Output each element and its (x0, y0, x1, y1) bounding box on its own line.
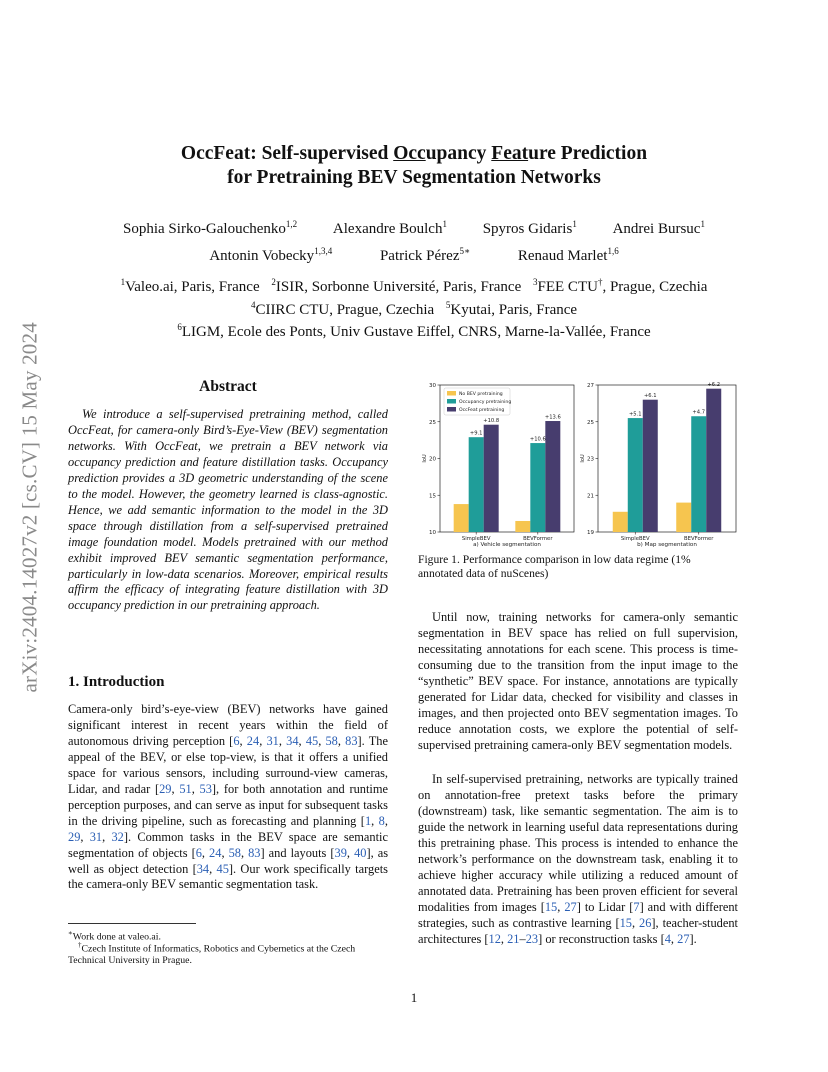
title-underline-feat: Feat (491, 143, 529, 164)
author (380, 246, 470, 265)
x-tick-label: BEVFormer (684, 536, 714, 542)
y-tick-label: 30 (429, 383, 436, 389)
author-sup: 1,2 (285, 219, 298, 229)
bar-delta-label: +13.6 (544, 414, 561, 421)
y-tick-label: 27 (587, 383, 594, 389)
chart-subtitle: b) Map segmentation (637, 542, 697, 548)
author-sup: 1 (700, 219, 705, 229)
author-sup: 1,6 (607, 246, 619, 256)
author (483, 219, 577, 238)
legend-label: Occupancy pretraining (459, 400, 512, 406)
title-text: ure Prediction (528, 143, 648, 164)
citation-link[interactable]: 6 (233, 733, 240, 748)
author-row-2 (0, 246, 828, 265)
affil-sup: 6 (177, 322, 182, 332)
y-axis-label: IoU (422, 454, 428, 463)
bar-delta-label: +4.7 (692, 409, 706, 416)
citation-link[interactable]: 51 (179, 781, 192, 796)
bar-occfeat-pretraining (706, 389, 721, 532)
affil-text: , Prague, Czechia (602, 279, 708, 295)
affil-sup: 3 (533, 277, 538, 287)
legend-label: No BEV pretraining (459, 392, 503, 398)
page-number: 1 (410, 990, 418, 1005)
intro-paragraph: Camera-only bird’s-eye-view (BEV) networks have gained significant interest in recent years within the field of autonomous driving perception [6, 24, 31, 34, 45, 58, 83]. The appeal of the BEV, or else top-view, is that it offers a unified space for various sensors, including surround-view cameras, Lidar, and radar [29, 51, 53], for both annotation and runtime perception purposes, and can serve as input for subsequent tasks in the driving pipeline, such as forecasting and planning [1, 8, 29, 31, 32]. Common tasks in the BEV space are semantic segmentation of objects [6, 24, 58, 83] and layouts [39, 40], as well as object detection [34, 45]. Our work specifically targets the camera-only BEV semantic segmentation task. (68, 702, 389, 892)
paper-title (0, 142, 828, 190)
citation-link[interactable]: 8 (378, 813, 385, 828)
figure-caption: Figure 1. Performance comparison in low data regime (1% annotated data of nuScenes) (418, 553, 691, 580)
author-name: Antonin Vobecky (209, 248, 315, 264)
legend-swatch (447, 391, 456, 396)
citation-link[interactable]: 58 (228, 845, 241, 860)
title-line-2: for Pretraining BEV Segmentation Networks (227, 167, 601, 188)
citation-link[interactable]: 24 (209, 845, 222, 860)
legend-swatch (447, 399, 456, 404)
abstract-heading: Abstract (199, 378, 257, 395)
title-text: OccFeat: Self-supervised (180, 143, 394, 164)
author-sup: 1 (442, 219, 447, 229)
citation-link[interactable]: 27 (677, 931, 690, 946)
bar-no-bev-pretraining (515, 521, 530, 532)
affiliations-line-3 (0, 322, 828, 341)
legend-swatch (447, 407, 456, 412)
citation-link[interactable]: 26 (639, 915, 652, 930)
legend-label: OccFeat pretraining (459, 408, 505, 414)
bar-delta-label: +9.1 (469, 430, 483, 437)
citation-link[interactable]: 40 (354, 845, 367, 860)
x-tick-label: SimpleBEV (461, 536, 491, 542)
citation-link[interactable]: 24 (246, 733, 260, 748)
author-name: Patrick Pérez (379, 248, 460, 264)
affil-sup: 5 (445, 300, 451, 310)
affiliation (533, 279, 707, 295)
bar-occfeat-pretraining (545, 421, 560, 532)
citation-link[interactable]: 6 (195, 845, 202, 860)
author (613, 219, 705, 238)
citation-link[interactable]: 31 (89, 829, 103, 844)
author (518, 246, 619, 265)
affiliation (251, 302, 434, 318)
dagger-mark: † (597, 277, 603, 287)
y-tick-label: 19 (587, 530, 594, 536)
bar-occupancy-pretraining (691, 416, 706, 532)
citation-link[interactable]: 58 (325, 733, 338, 748)
citation-link[interactable]: 27 (564, 899, 577, 914)
citation-link[interactable]: 83 (345, 733, 358, 748)
citation-link[interactable]: 7 (633, 899, 640, 914)
bar-delta-label: +10.8 (483, 418, 500, 425)
bar-no-bev-pretraining (613, 512, 628, 532)
bar-occfeat-pretraining (484, 425, 499, 532)
citation-link[interactable]: 15 (544, 899, 558, 914)
bar-occupancy-pretraining (628, 418, 643, 532)
footnote-rule (68, 923, 196, 924)
author-sup: 1 (572, 219, 577, 229)
author-name: Alexandre Boulch (332, 221, 443, 237)
citation-link[interactable]: 29 (68, 829, 81, 844)
author-name: Sophia Sirko-Galouchenko (123, 221, 286, 237)
affil-text: Kyutai, Paris, France (450, 302, 578, 318)
y-tick-label: 10 (429, 530, 436, 536)
right-column-paragraph-2: In self-supervised pretraining, networks are typically trained on annotation-free pretext tasks before the primary (downstream) task, like semantic segmentation. The aim is to guide the network in learning useful data representations during this pretraining phase. This process is intended to enhance the network’s performance on the downstream task, enabling it to achieve higher accuracy while utilizing a reduced amount of annotated data. Pretraining has been proven efficient for several modalities from images [15, 27] to Lidar [7] and with different strategies, such as contrastive learning [15, 26], teacher-student architectures [12, 21–23] or reconstruction tasks [4, 27]. (418, 772, 738, 946)
abstract-body: We introduce a self-supervised pretraining method, called OccFeat, for camera-only Bird’s-Eye-View (BEV) segmentation networks. With OccFeat, we pretrain a BEV network via occupancy prediction and feature distillation tasks. Occupancy prediction provides a 3D geometric understanding of the scene to the model. However, the geometry learned is class-agnostic. Hence, we add semantic information to the model in the 3D space through distillation from a self-supervised pretrained image foundation model. Models pretrained with our method exhibit improved BEV semantic segmentation performance, particularly in low-data scenarios. Moreover, empirical results affirm the efficacy of integrating feature distillation with 3D occupancy prediction in our pretraining approach. (68, 407, 388, 613)
author-name: Andrei Bursuc (612, 221, 701, 237)
affiliation (121, 279, 260, 295)
affiliations-line-1 (0, 277, 828, 296)
right-column-paragraph-1: Until now, training networks for camera-only semantic segmentation in BEV space has relied on full supervision, necessitating annotations for each scene. This process is time-consuming due to the transition from the input image to the “synthetic” BEV space. For instance, annotations are typically generated for Lidar data, checked for visibility and classes in images, and then projected onto BEV segmentation images. To reduce annotation costs, we explore the potential of self-supervised pretraining camera-only BEV segmentation models. (418, 610, 738, 752)
footnote-mark: † (78, 941, 82, 949)
arxiv-identifier: arXiv:2404.14027v2 [cs.CV] 15 May 2024 (17, 322, 42, 693)
bar-delta-label: +6.2 (707, 382, 721, 389)
bar-occupancy-pretraining (469, 437, 484, 532)
section-heading-introduction: 1. Introduction (68, 674, 165, 690)
title-underline-occ: Occ (393, 143, 426, 164)
y-tick-label: 23 (587, 456, 594, 463)
y-tick-label: 20 (429, 456, 436, 463)
bar-delta-label: +5.1 (628, 411, 642, 418)
citation-link[interactable]: 45 (305, 733, 319, 748)
citation-link[interactable]: 39 (334, 845, 347, 860)
affiliation (446, 302, 577, 318)
affiliation (271, 279, 521, 295)
citation-link[interactable]: 45 (216, 861, 229, 876)
bar-no-bev-pretraining (454, 504, 469, 532)
author (123, 219, 297, 238)
citation-link[interactable]: 4 (664, 931, 671, 946)
citation-link[interactable]: 21 (507, 931, 520, 946)
citation-link[interactable]: 23 (525, 931, 539, 946)
bar-occfeat-pretraining (643, 400, 658, 532)
citation-link[interactable]: 31 (266, 733, 279, 748)
citation-link[interactable]: 29 (159, 781, 172, 796)
citation-link[interactable]: 34 (196, 861, 210, 876)
citation-link[interactable]: 83 (248, 845, 261, 860)
footnote-text: Czech Institute of Informatics, Robotics and Cybernetics at the Czech Technical University in Prague. (68, 943, 356, 967)
title-text: upancy (425, 143, 492, 164)
footnote-2 (68, 939, 388, 967)
author-row-1 (0, 219, 828, 238)
bar-no-bev-pretraining (676, 503, 691, 532)
bar-occupancy-pretraining (530, 443, 545, 532)
author (333, 219, 447, 238)
y-tick-label: 25 (429, 419, 436, 426)
affil-sup: 2 (271, 277, 276, 287)
bar-delta-label: +10.6 (529, 436, 546, 443)
affil-text: FEE CTU (537, 279, 598, 295)
y-tick-label: 25 (587, 419, 594, 426)
affiliations-line-2 (0, 300, 828, 319)
author-sup: 1,3,4 (314, 246, 333, 256)
figure-1 (418, 378, 738, 553)
x-tick-label: SimpleBEV (620, 536, 650, 542)
citation-link[interactable]: 53 (199, 781, 212, 796)
affil-text: CIIRC CTU, Prague, Czechia (255, 302, 435, 318)
citation-link[interactable]: 15 (619, 915, 632, 930)
y-tick-label: 21 (587, 493, 594, 500)
affiliation (177, 324, 650, 340)
y-tick-label: 15 (429, 493, 436, 500)
x-tick-label: BEVFormer (523, 536, 553, 542)
affil-text: Valeo.ai, Paris, France (125, 279, 260, 295)
bar-delta-label: +6.1 (643, 393, 657, 400)
author-name: Spyros Gidaris (482, 221, 573, 237)
footnote-text: Work done at valeo.ai. (72, 931, 161, 943)
author-sup: 5∗ (459, 246, 471, 256)
author (209, 246, 332, 265)
affil-sup: 1 (120, 277, 126, 287)
affil-text: LIGM, Ecole des Ponts, Univ Gustave Eiffel, CNRS, Marne-la-Vallée, France (181, 324, 651, 340)
chart-subtitle: a) Vehicle segmentation (473, 542, 541, 548)
citation-link[interactable]: 32 (111, 829, 124, 844)
footnote-mark: ∗ (68, 929, 73, 937)
title-line-1 (0, 142, 828, 166)
figure-1-charts (418, 378, 738, 553)
citation-link[interactable]: 34 (286, 733, 299, 748)
citation-link[interactable]: 1 (364, 813, 372, 828)
affil-sup: 4 (250, 300, 256, 310)
affil-text: ISIR, Sorbonne Université, Paris, France (275, 279, 522, 295)
y-axis-label: IoU (580, 454, 586, 463)
author-name: Renaud Marlet (517, 248, 608, 264)
citation-link[interactable]: 12 (488, 931, 501, 946)
